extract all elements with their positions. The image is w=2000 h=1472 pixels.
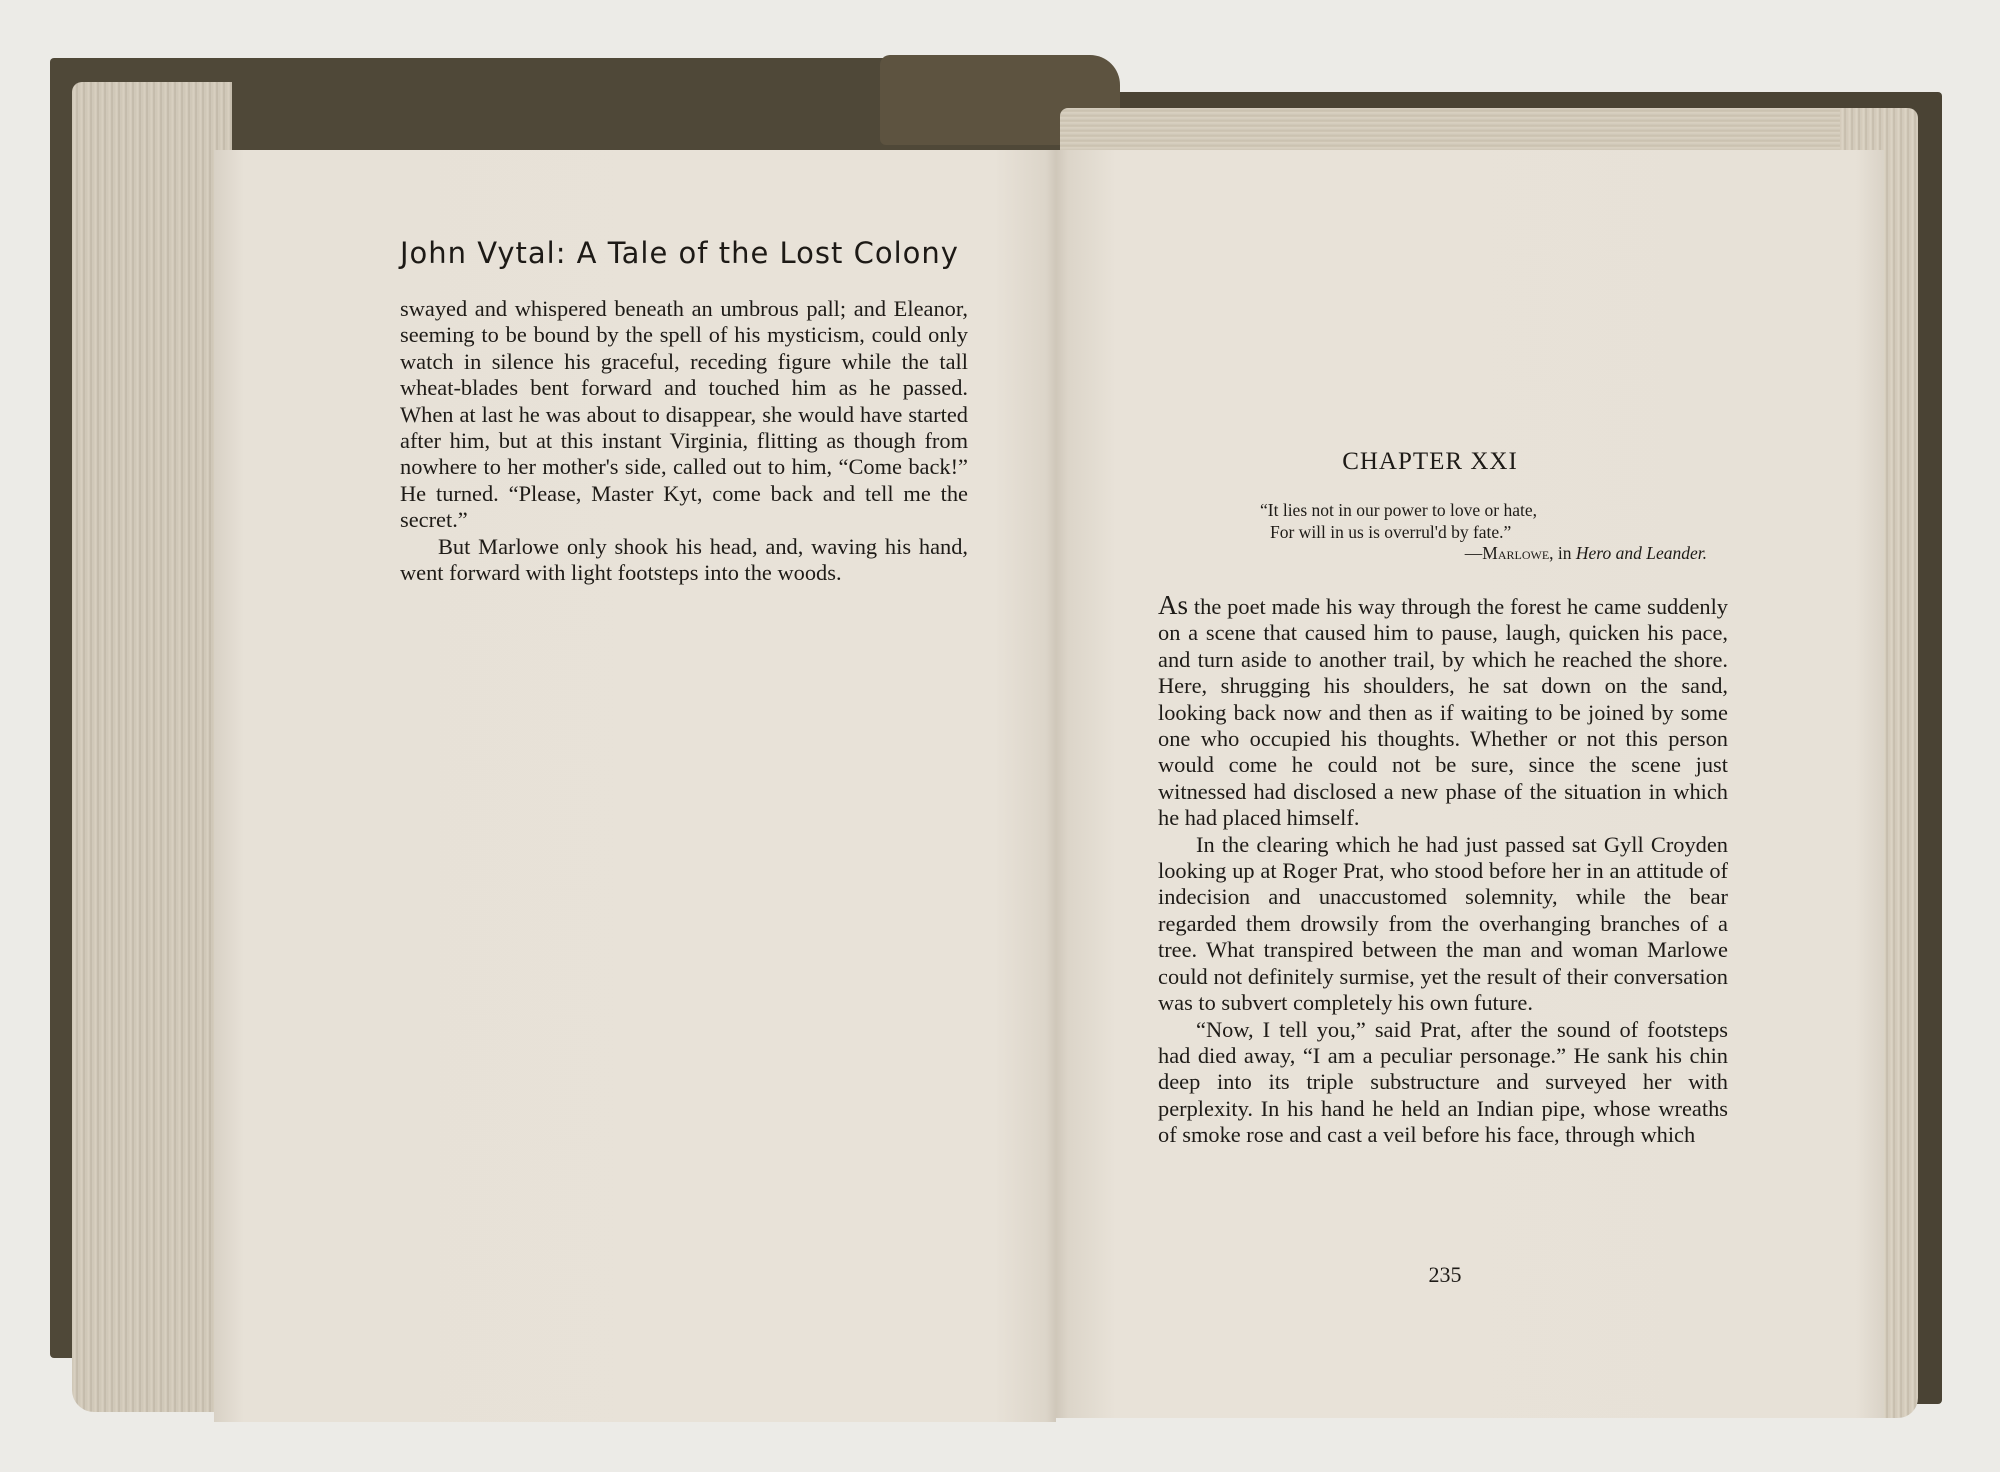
epigraph-author: —Marlowe, [1464, 543, 1554, 563]
right-page-text [1158, 592, 1728, 1149]
left-paragraph-1: swayed and whispered beneath an umbrous pall; and Eleanor, seeming to be bound by the spell of his mysticism, could only watch in silence his graceful, receding figure while the tall wheat-blades bent forward and touched him as he passed. When at last he was about to disappear, she would have started after him, but at this instant Virginia, flitting as though from nowhere to her mother's side, called out to him, “Come back!” He turned. “Please, Master Kyt, come back and tell me the secret.” [400, 296, 968, 533]
epigraph-line-1: “It lies not in our power to love or hate, [1260, 500, 1538, 520]
right-paragraph-1-body: the poet made his way through the forest he came suddenly on a scene that caused him to pause, laugh, quicken his pace, and turn aside to another trail, by which he reached the shore. Here, shrugging his shoulders, he sat down on the sand, looking back now and then as if waiting to be joined by some one who occupied his thoughts. Whether or not this person would come he could not be sure, since the scene just witnessed had disclosed a new phase of the situation in which he had placed himself. [1158, 594, 1728, 831]
chapter-heading: CHAPTER XXI [1342, 448, 1518, 475]
right-paragraph-2: In the clearing which he had just passed sat Gyll Croyden looking up at Roger Prat, who stood before her in an attitude of indecision and unaccustomed solemnity, while the bear regarded them drowsily from the overhanging branches of a tree. What transpired between the man and woman Marlowe could not definitely surmise, yet the result of their conversation was to subvert completely his own future. [1158, 831, 1728, 1016]
running-head: John Vytal: A Tale of the Lost Colony [400, 236, 959, 270]
epigraph-line-2: For will in us is overrul'd by fate.” [1270, 521, 1512, 542]
epigraph [1150, 500, 1710, 565]
epigraph-work: Hero and Leander. [1575, 543, 1707, 563]
left-page-text [400, 296, 968, 586]
epigraph-attribution [1150, 543, 1710, 565]
right-paragraph-1 [1158, 592, 1728, 832]
epigraph-in: in [1553, 543, 1576, 563]
page-edges-left [72, 82, 232, 1412]
left-paragraph-2: But Marlowe only shook his head, and, waving his hand, went forward with light footsteps into the woods. [400, 533, 968, 586]
right-paragraph-3: “Now, I tell you,” said Prat, after the sound of footsteps had died away, “I am a peculiar personage.” He sank his chin deep into its triple substructure and surveyed her with perplexity. In his hand he held an Indian pipe, whose wreaths of smoke rose and cast a veil before his face, through which [1158, 1016, 1728, 1148]
opening-word: As [1158, 590, 1189, 620]
page-number: 235 [1428, 1262, 1462, 1287]
